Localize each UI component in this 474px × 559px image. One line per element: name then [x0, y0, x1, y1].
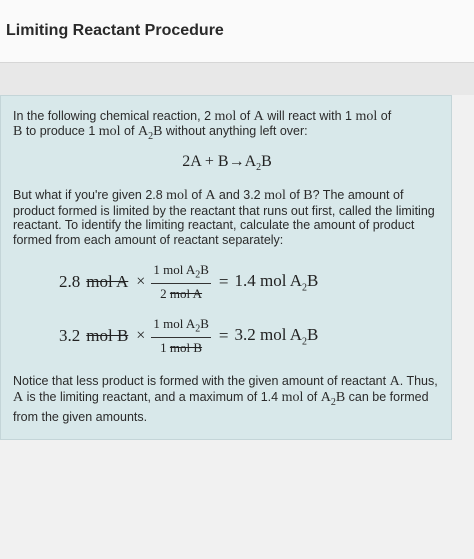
intro-text: without anything left over: [162, 124, 308, 138]
question-text: and 3.2 [215, 188, 265, 202]
intro-text: of [377, 109, 392, 123]
calc-amount: 3.2 [59, 326, 81, 345]
conclusion-text: . Thus, [399, 374, 438, 388]
calc-unit: mol A [86, 272, 129, 291]
fraction-numerator: 1 mol $A_2B$ [151, 262, 211, 284]
header-bar [0, 0, 474, 63]
question-text: of [187, 188, 206, 202]
question-text: ? The amount of product formed is limited by the reactant that runs out first, called the limiting reactant. To identify the limiting reactant, calculate the amount of product formed from each amount of reactant separately: [13, 188, 435, 247]
reaction-arrow-icon: → [228, 153, 245, 170]
procedure-panel [0, 95, 452, 440]
calculation-a [59, 262, 318, 302]
calc-result: 3.2 mol $A_2B$ [234, 324, 319, 348]
reactants: 2A + B [182, 153, 229, 170]
species-a: A [389, 374, 400, 389]
conclusion-text: can be formed from the given amounts. [13, 389, 429, 424]
species-b: B [13, 124, 23, 139]
conclusion-text: of [303, 389, 321, 404]
question-paragraph [13, 188, 443, 247]
calculation-b [59, 316, 318, 356]
intro-text: to produce 1 [22, 124, 99, 138]
species-b: B [303, 188, 313, 203]
species-a: A [205, 188, 216, 203]
conclusion-text: is the limiting reactant, and a maximum of 1.4 [23, 389, 282, 404]
calc-result: 1.4 mol $A_2B$ [234, 270, 319, 294]
intro-text: In the following chemical reaction, 2 [13, 109, 215, 123]
spacer-band [0, 63, 474, 95]
intro-text: of [120, 124, 138, 138]
calc-amount: 2.8 [59, 272, 81, 291]
conversion-fraction [151, 262, 211, 302]
equals-sign: = [218, 326, 229, 345]
fraction-numerator: 1 mol $A_2B$ [151, 316, 211, 338]
question-text: But what if you're given 2.8 [13, 188, 167, 202]
product-formula: $A_2B$ [320, 389, 346, 408]
unit-mol: mol [281, 389, 304, 405]
unit-mol: mol [355, 109, 378, 124]
conclusion-text: Notice that less product is formed with the given amount of reactant [13, 374, 390, 388]
fraction-denominator: 2 mol A [160, 285, 203, 301]
multiply-sign: × [136, 327, 146, 344]
unit-mol: mol [98, 124, 121, 139]
product-formula: $A_2B$ [244, 153, 272, 174]
equals-sign: = [218, 272, 229, 291]
species-a: A [253, 109, 264, 124]
conclusion-paragraph [13, 374, 443, 424]
fraction-denominator: 1 mol B [160, 339, 203, 355]
calc-unit: mol B [86, 326, 129, 345]
reaction-equation [1, 153, 453, 173]
multiply-sign: × [136, 273, 146, 290]
conversion-fraction [151, 316, 211, 356]
unit-mol: mol [166, 188, 188, 203]
unit-mol: mol [264, 188, 286, 203]
unit-mol: mol [214, 109, 237, 124]
species-a: A [13, 389, 24, 405]
intro-text: of [236, 109, 254, 123]
intro-paragraph [13, 109, 443, 144]
question-text: of [285, 188, 304, 202]
page-title: Limiting Reactant Procedure [6, 22, 224, 39]
product-formula: $A_2B$ [137, 124, 163, 142]
intro-text: will react with 1 [263, 109, 356, 123]
